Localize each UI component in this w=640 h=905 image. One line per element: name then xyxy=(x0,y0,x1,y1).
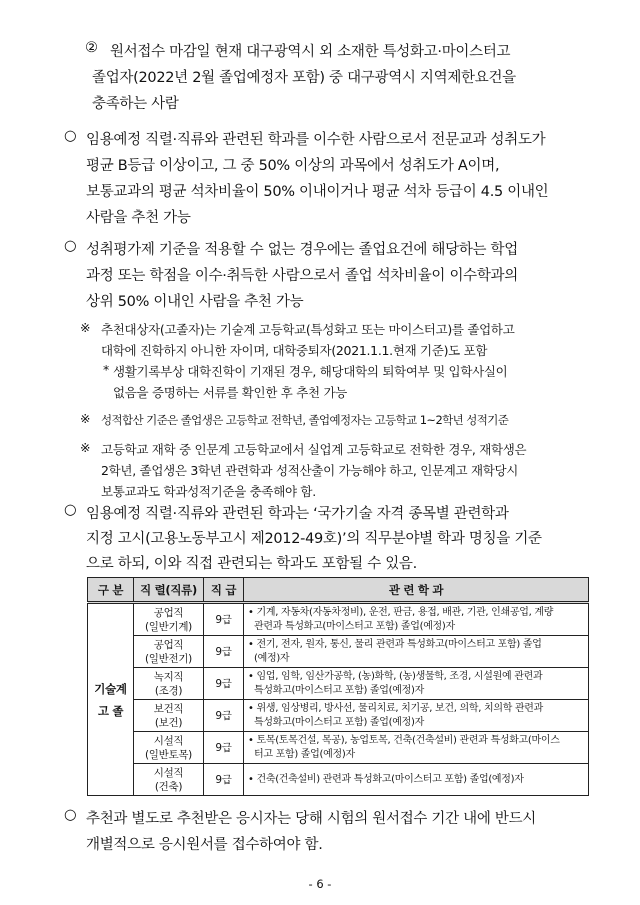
job-subname: (건축) xyxy=(154,780,183,793)
dept-line: (예정)자 xyxy=(254,652,290,664)
job-name: 시설직 xyxy=(153,766,184,779)
grade-cell: 9급 xyxy=(204,636,244,668)
job-name: 공업직 xyxy=(153,638,184,651)
bullet-2-marker: ○ xyxy=(64,238,77,254)
bullet-3-marker: ○ xyxy=(64,502,77,518)
group-label: 고 졸 xyxy=(97,703,124,718)
note-1-marker: ※ xyxy=(80,320,91,335)
note-3-line: 고등학교 재학 중 인문계 고등학교에서 실업계 고등학교로 전학한 경우, 재학생은 xyxy=(101,442,527,457)
job-subname: (일반전기) xyxy=(145,652,192,665)
dept-line: 관련과 특성화고(마이스터고 포함) 졸업(예정)자 xyxy=(254,620,455,632)
note-1-sub-marker: * xyxy=(103,362,110,377)
bullet-3-line: 임용예정 직렬·직류와 관련된 학과는 ‘국가기술 자격 종목별 관련학과 xyxy=(86,506,509,522)
job-cell xyxy=(134,668,204,700)
dept-cell xyxy=(244,764,589,796)
table-row xyxy=(88,732,589,764)
table-header-row xyxy=(88,578,589,603)
table-row xyxy=(88,636,589,668)
note-1-line: 추천대상자(고졸자)는 기술계 고등학교(특성화고 또는 마이스터고)를 졸업하고 xyxy=(101,322,515,337)
job-subname: (일반토목) xyxy=(145,748,192,761)
related-departments-table xyxy=(87,577,589,796)
header-category: 구 분 xyxy=(88,578,134,603)
note-3-marker: ※ xyxy=(80,440,91,455)
job-cell xyxy=(134,636,204,668)
note-2-marker: ※ xyxy=(80,411,91,426)
bullet-1-marker: ○ xyxy=(64,128,77,144)
dept-cell xyxy=(244,732,589,764)
item-2-line: 졸업자(2022년 2월 졸업예정자 포함) 중 대구광역시 지역제한요건을 xyxy=(92,70,516,86)
item-2-line: 충족하는 사람 xyxy=(92,96,179,112)
dept-line: 특성화고(마이스터고 포함) 졸업(예정)자 xyxy=(254,716,424,728)
bullet-2-line: 상위 50% 이내인 사람을 추천 가능 xyxy=(86,294,304,310)
job-cell xyxy=(134,764,204,796)
bullet-2-line: 성취평가제 기준을 적용할 수 없는 경우에는 졸업요건에 해당하는 학업 xyxy=(86,242,518,258)
job-subname: (보건) xyxy=(154,716,183,729)
dept-line: • 위생, 임상병리, 방사선, 물리치료, 치기공, 보건, 의학, 치의학 관련과 xyxy=(248,702,544,714)
grade-cell: 9급 xyxy=(204,668,244,700)
bullet-1-line: 보통교과의 평균 석차비율이 50% 이내이거나 평균 석차 등급이 4.5 이내인 xyxy=(86,184,549,200)
group-label: 기술계 xyxy=(94,681,127,696)
dept-line: • 토목(토목건설, 목공), 농업토목, 건축(건축설비) 관련과 특성화고(마이스 xyxy=(248,734,560,746)
bullet-1-line: 사람을 추천 가능 xyxy=(86,210,191,226)
dept-cell xyxy=(244,636,589,668)
dept-line: • 전기, 전자, 원자, 통신, 물리 관련과 특성화고(마이스터고 포함) 졸업 xyxy=(248,638,542,650)
note-3-line: 2학년, 졸업생은 3학년 관련학과 성적산출이 가능해야 하고, 인문계고 재학당시 xyxy=(101,463,519,478)
item-2-marker: ② xyxy=(85,40,98,56)
bullet-4-line: 추천과 별도로 추천받은 응시자는 당해 시험의 원서접수 기간 내에 반드시 xyxy=(86,811,536,827)
note-1-line: 대학에 진학하지 아니한 자이며, 대학중퇴자(2021.1.1.현재 기준)도 포함 xyxy=(101,343,488,358)
header-grade: 직 급 xyxy=(204,578,244,603)
dept-line: 터고 포함) 졸업(예정)자 xyxy=(254,748,355,760)
bullet-3-line: 으로 하되, 이와 직접 관련되는 학과도 포함될 수 있음. xyxy=(86,556,417,572)
table-row xyxy=(88,764,589,796)
dept-cell xyxy=(244,603,589,636)
job-subname: (조경) xyxy=(154,684,183,697)
note-1-sub-line: 생활기록부상 대학진학이 기재된 경우, 해당대학의 퇴학여부 및 입학사실이 xyxy=(113,364,508,379)
job-name: 공업직 xyxy=(153,606,184,619)
grade-cell: 9급 xyxy=(204,732,244,764)
job-name: 보건직 xyxy=(153,702,184,715)
dept-cell xyxy=(244,700,589,732)
header-related-departments: 관 련 학 과 xyxy=(244,578,589,603)
job-cell xyxy=(134,603,204,636)
bullet-3-line: 지정 고시(고용노동부고시 제2012-49호)’의 직무분야별 학과 명칭을 기준 xyxy=(86,531,542,547)
dept-line: • 임업, 임학, 임산가공학, (농)화학, (농)생물학, 조경, 시설원예 관련과 xyxy=(248,670,543,682)
table-row xyxy=(88,668,589,700)
header-job-series: 직 렬(직류) xyxy=(134,578,204,603)
dept-line: • 건축(건축설비) 관련과 특성화고(마이스터고 포함) 졸업(예정)자 xyxy=(248,773,524,785)
job-cell xyxy=(134,700,204,732)
note-3-line: 보통교과도 학과성적기준을 충족해야 함. xyxy=(101,484,316,499)
dept-line: 특성화고(마이스터고 포함) 졸업(예정)자 xyxy=(254,684,424,696)
page-number: - 6 - xyxy=(308,877,332,891)
bullet-4-line: 개별적으로 응시원서를 접수하여야 함. xyxy=(86,837,323,853)
job-name: 녹지직 xyxy=(153,670,184,683)
bullet-4-marker: ○ xyxy=(64,807,77,823)
bullet-2-line: 과정 또는 학점을 이수·취득한 사람으로서 졸업 석차비율이 이수학과의 xyxy=(86,268,518,284)
job-subname: (일반기계) xyxy=(145,620,192,633)
table-row xyxy=(88,603,589,636)
table-row xyxy=(88,700,589,732)
item-2-line: 원서접수 마감일 현재 대구광역시 외 소재한 특성화고·마이스터고 xyxy=(110,44,511,60)
grade-cell: 9급 xyxy=(204,603,244,636)
note-2-line: 성적합산 기준은 졸업생은 고등학교 전학년, 졸업예정자는 고등학교 1~2학년 성적기준 xyxy=(101,413,509,427)
job-cell xyxy=(134,732,204,764)
dept-line: • 기계, 자동차(자동차정비), 운전, 판금, 용접, 배관, 기관, 인쇄공업, 계량 xyxy=(248,606,554,618)
bullet-1-line: 임용예정 직렬·직류와 관련된 학과를 이수한 사람으로서 전문교과 성취도가 xyxy=(86,132,546,148)
dept-cell xyxy=(244,668,589,700)
grade-cell: 9급 xyxy=(204,764,244,796)
group-cell xyxy=(88,603,134,796)
grade-cell: 9급 xyxy=(204,700,244,732)
bullet-1-line: 평균 B등급 이상이고, 그 중 50% 이상의 과목에서 성취도가 A이며, xyxy=(86,158,500,174)
note-1-sub-line: 없음을 증명하는 서류를 확인한 후 추천 가능 xyxy=(113,385,347,400)
job-name: 시설직 xyxy=(153,734,184,747)
